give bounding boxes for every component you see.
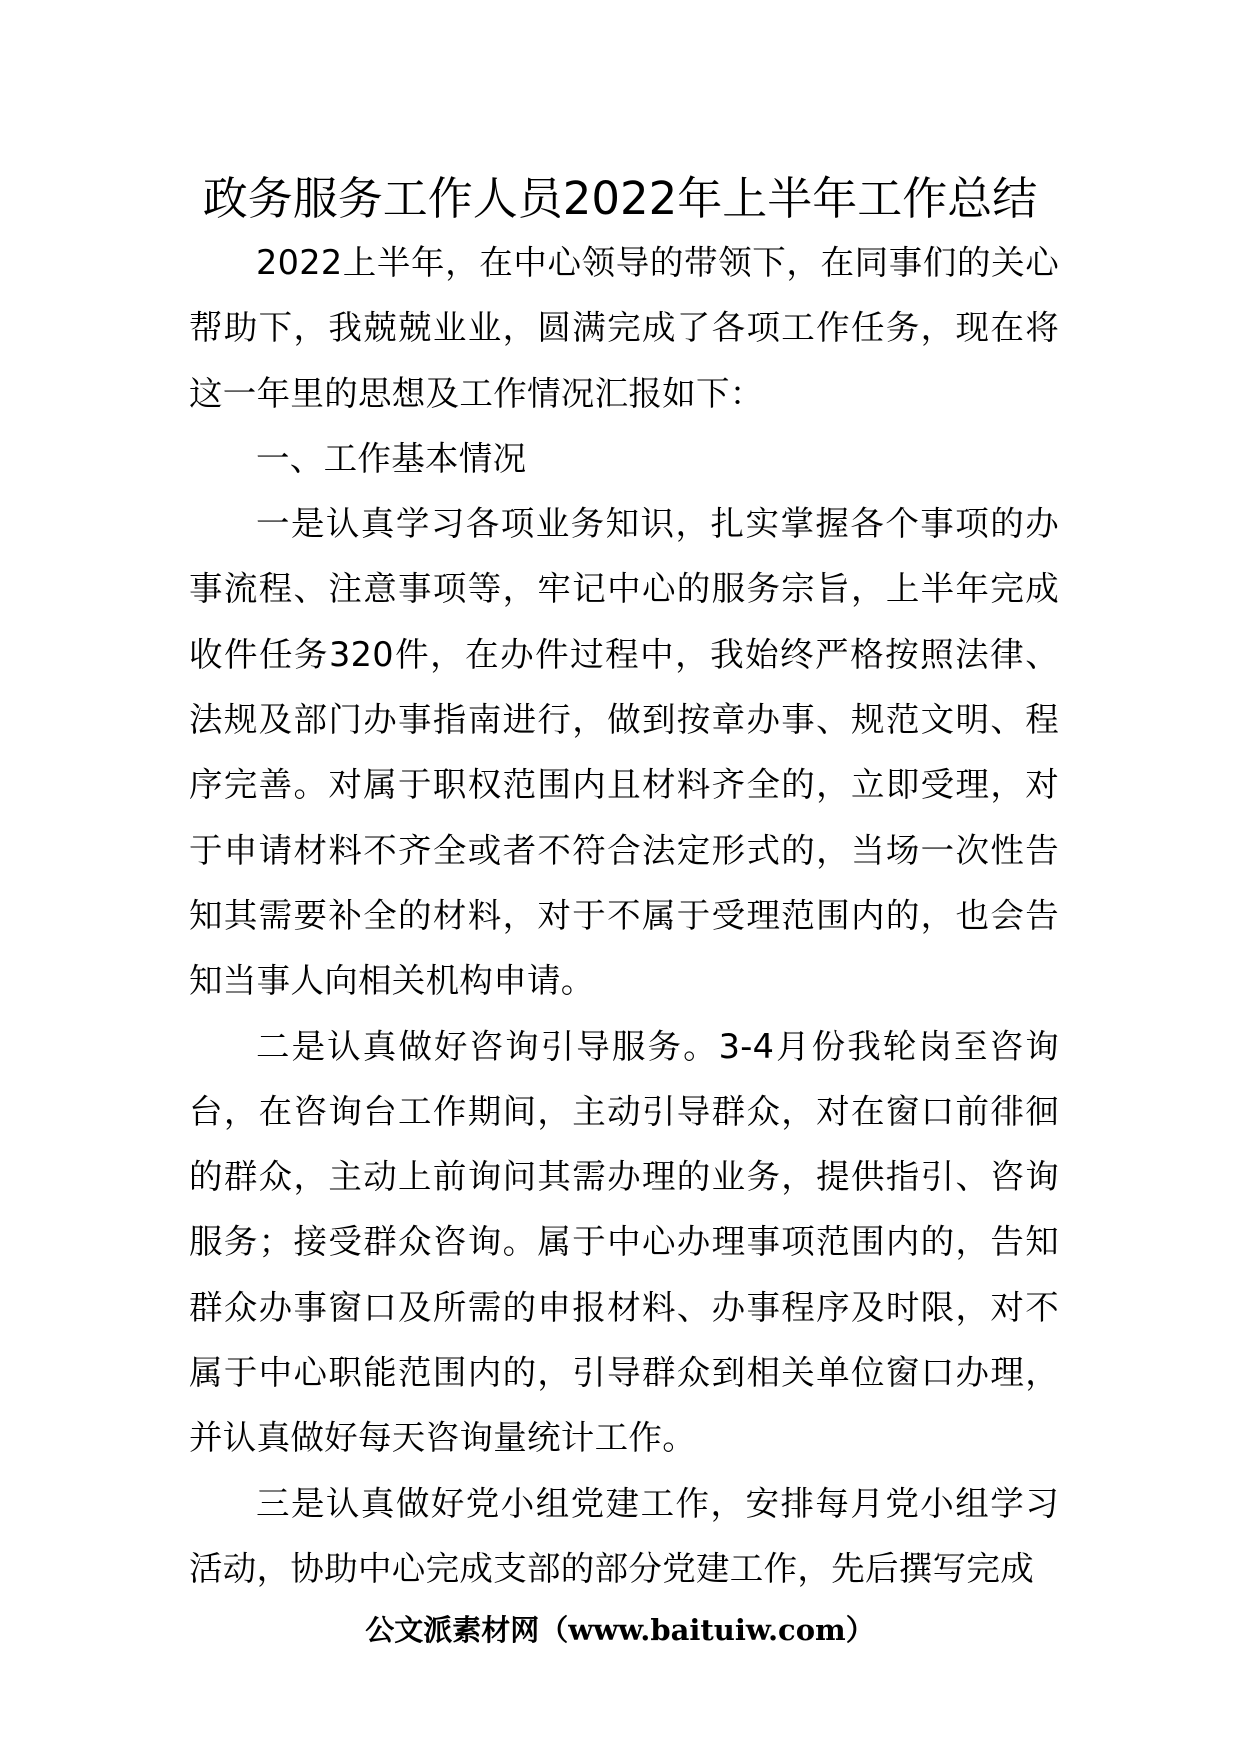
paragraph-item-1: 一是认真学习各项业务知识，扎实掌握各个事项的办事流程、注意事项等，牢记中心的服务宗旨，上半年完成收件任务320件，在办件过程中，我始终严格按照法律、法规及部门办事指南进行，做到按章办事、规范文明、程序完善。对属于职权范围内且材料齐全的，立即受理，对于申请材料不齐全或者不符合法定形式的，当场一次性告知其需要补全的材料，对于不属于受理范围内的，也会告知当事人向相关机构申请。 xyxy=(189,504,1059,1001)
paragraph-intro: 2022上半年，在中心领导的带领下，在同事们的关心帮助下，我兢兢业业，圆满完成了各项工作任务，现在将这一年里的思想及工作情况汇报如下： xyxy=(189,243,1059,413)
document-body xyxy=(189,230,1059,1601)
document-title: 政务服务工作人员2022年上半年工作总结 xyxy=(202,172,1038,225)
section-heading: 一、工作基本情况 xyxy=(256,438,527,478)
paragraph-item-2: 二是认真做好咨询引导服务。3-4月份我轮岗至咨询台，在咨询台工作期间，主动引导群众，对在窗口前徘徊的群众，主动上前询问其需办理的业务，提供指引、咨询服务；接受群众咨询。属于中心办理事项范围内的，告知群众办事窗口及所需的申报材料、办事程序及时限，对不属于中心职能范围内的，引导群众到相关单位窗口办理，并认真做好每天咨询量统计工作。 xyxy=(189,1026,1059,1458)
footer-watermark: 公文派素材网（www.baituiw.com） xyxy=(365,1613,875,1647)
paragraph-item-3: 三是认真做好党小组党建工作，安排每月党小组学习活动，协助中心完成支部的部分党建工作，先后撰写完成 xyxy=(189,1483,1059,1588)
